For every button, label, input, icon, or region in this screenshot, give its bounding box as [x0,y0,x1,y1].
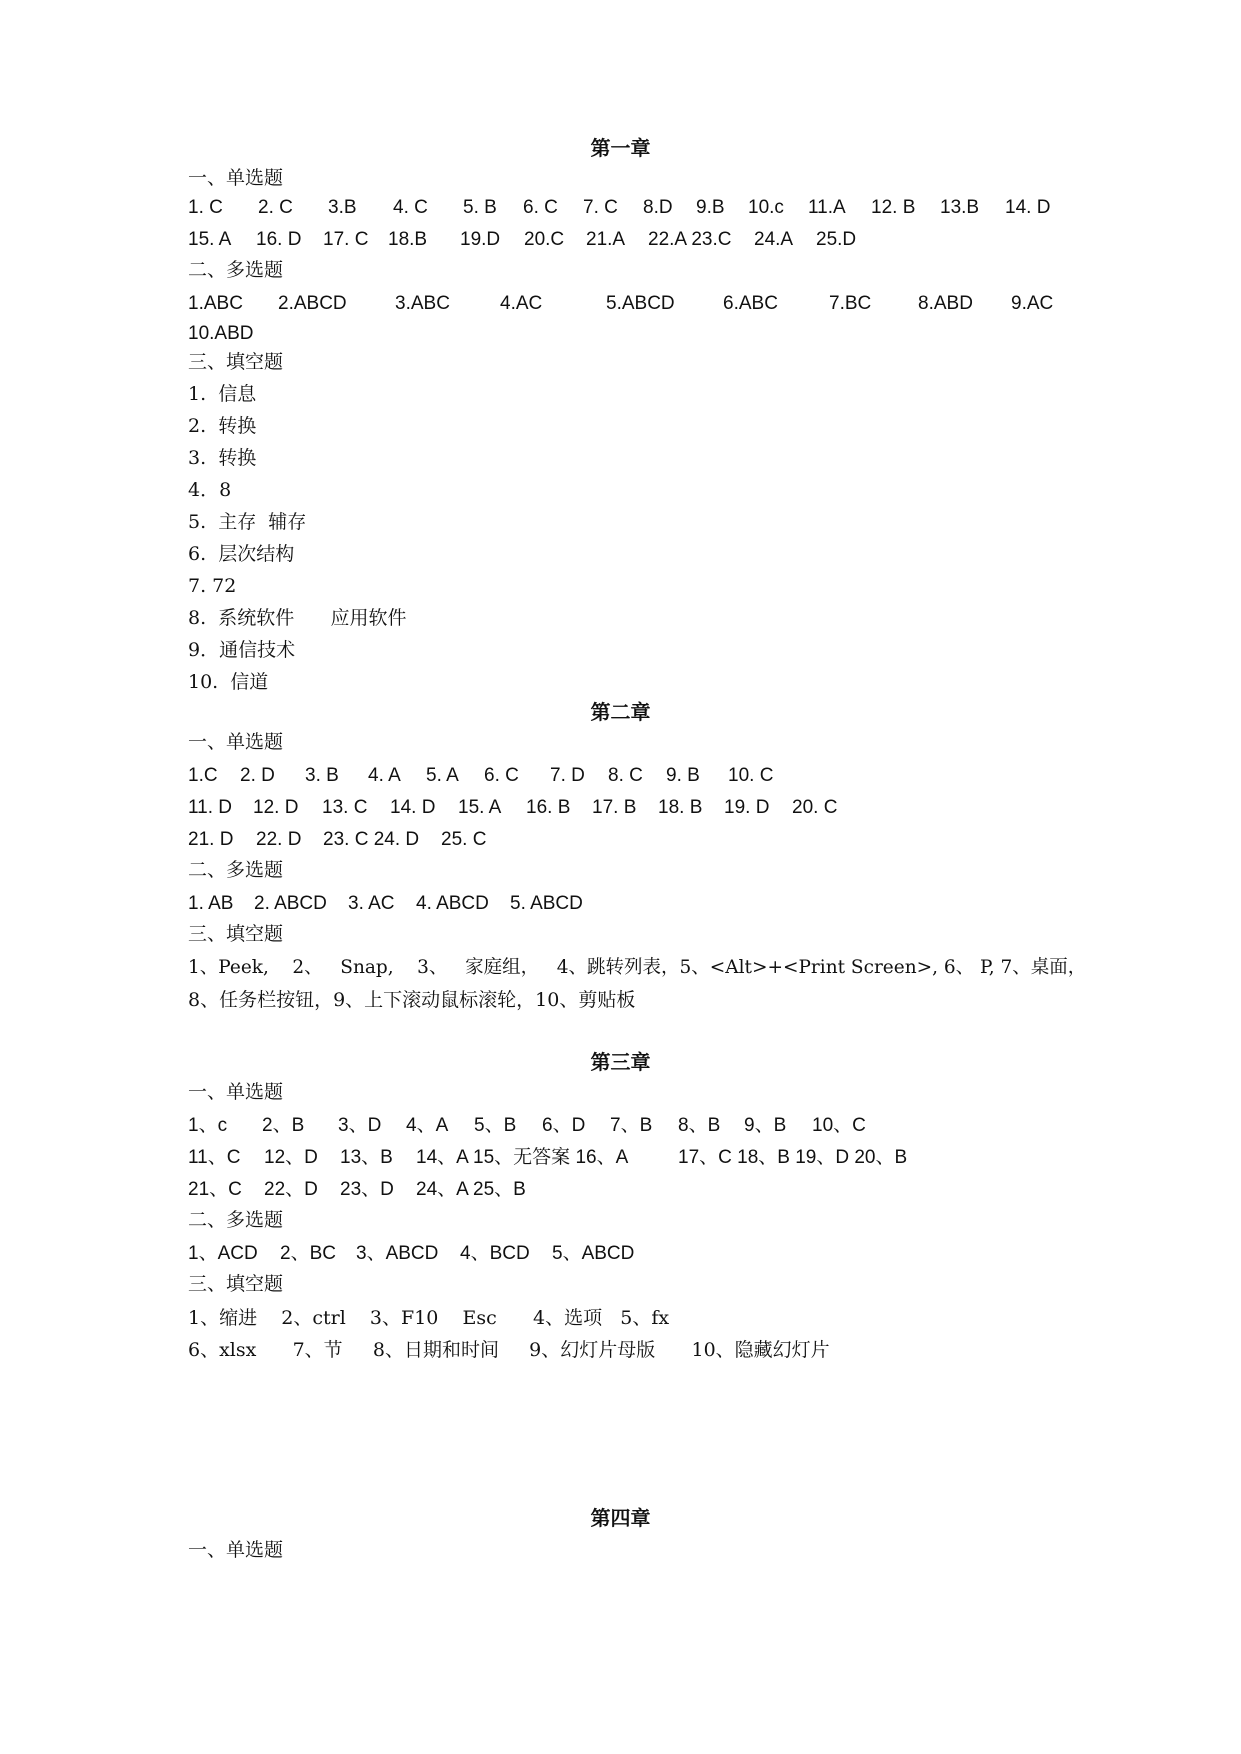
answer-item: 2. C [258,197,293,218]
answer-item: 5、B [474,1115,517,1136]
answer-item: 7. C [583,197,618,218]
answer-item: 17. C [323,229,369,250]
answer-item: 5.ABCD [606,293,675,314]
answer-item: 8、B [678,1115,721,1136]
answer-item: 6. C [523,197,558,218]
chapter-1-multi-row-1 [188,292,1088,316]
answer-item: 10. C [728,765,774,786]
chapter-1-multi-row-2 [188,322,1088,346]
answer-item: 13、B [340,1147,393,1168]
answer-item: 11.A [808,197,846,218]
chapter-1-fill-item: 4．8 [188,479,232,501]
answer-item: 13. C [322,797,368,818]
answer-item: 1. AB [188,893,234,914]
answer-item: 7.BC [829,293,872,314]
chapter-1-single-row-1 [188,196,1088,220]
answer-item: 4、BCD [460,1243,530,1264]
answer-item: 14. D [390,797,436,818]
answer-item: 10.ABD [188,323,254,344]
answer-item: 23. C 24. D [323,829,420,850]
chapter-3-single-choice-label: 一、单选题 [188,1081,284,1103]
answer-item: 5. ABCD [510,893,583,914]
answer-item: 25.D [816,229,857,250]
answer-item: 4.AC [500,293,543,314]
answer-item: 6.ABC [723,293,778,314]
answer-item: 22.A 23.C [648,229,732,250]
answer-item: 4、A [406,1115,449,1136]
chapter-2-single-row-1 [188,764,1088,788]
chapter-1-fill-item: 6. 层次结构 [188,543,295,565]
answer-item: 11. D [188,797,233,818]
answer-item: 23、D [340,1179,394,1200]
answer-item: 1.ABC [188,293,243,314]
answer-item: 1、ACD [188,1243,258,1264]
answer-item: 9.AC [1011,293,1054,314]
chapter-2-single-row-3 [188,828,1088,852]
answer-item: 3、D [338,1115,382,1136]
answer-item: 2、BC [280,1243,336,1264]
answer-item: 22. D [256,829,302,850]
answer-item: 10、C [812,1115,866,1136]
answer-item: 4. ABCD [416,893,489,914]
chapter-1-fill-item: 9．通信技术 [188,639,296,661]
answer-item: 7. D [550,765,585,786]
answer-item: 13.B [940,197,980,218]
answer-item: 4. A [368,765,401,786]
chapter-1-single-choice-label: 一、单选题 [188,167,284,189]
chapter-2-fill-item: 1、Peek, 2、 Snap, 3、 家庭组， 4、跳转列表，5、<Alt>+<Print Screen>, 6、 P, 7、桌面， [188,957,1087,978]
answer-item: 11、C [188,1147,241,1168]
chapter-2-single-row-2 [188,796,1088,820]
answer-item: 18. B [658,797,703,818]
answer-item: 3. AC [348,893,395,914]
answer-item: 8.ABD [918,293,973,314]
answer-item: 6、D [542,1115,586,1136]
answer-item: 1、c [188,1115,228,1136]
answer-item: 21、C [188,1179,242,1200]
answer-item: 18.B [388,229,428,250]
answer-item: 4. C [393,197,428,218]
answer-item: 22、D [264,1179,318,1200]
chapter-1-fill-item: 1. 信息 [188,383,257,405]
answer-item: 5. B [463,197,497,218]
chapter-1-fill-item: 10. 信道 [188,671,269,693]
chapter-3-single-row-3 [188,1178,1088,1202]
answer-item: 9. B [666,765,700,786]
chapter-3-title: 第三章 [590,1050,651,1074]
answer-item: 2、B [262,1115,305,1136]
chapter-3-multi-choice-label: 二、多选题 [188,1209,284,1231]
answer-item: 21. D [188,829,234,850]
answer-item: 15. A [188,229,232,250]
chapter-4-single-choice-label: 一、单选题 [188,1539,284,1561]
answer-item: 19. D [724,797,770,818]
chapter-3-multi-row-1 [188,1242,1088,1266]
answer-item: 9、B [744,1115,787,1136]
answer-item: 2. D [240,765,275,786]
chapter-2-multi-row-1 [188,892,1088,916]
answer-item: 8.D [643,197,673,218]
answer-item: 5. A [426,765,459,786]
chapter-3-single-row-1 [188,1114,1088,1138]
answer-item: 20.C [524,229,565,250]
chapter-1-multi-choice-label: 二、多选题 [188,259,284,281]
answer-item: 17. B [592,797,637,818]
chapter-3-fill-item: 1、缩进 2、ctrl 3、F10 Esc 4、选项 5、fx [188,1307,670,1329]
answer-item: 3.ABC [395,293,450,314]
answer-item: 1. C [188,197,223,218]
answer-item: 12. D [253,797,299,818]
answer-item: 12. B [871,197,916,218]
answer-item: 24、A 25、B [416,1179,526,1200]
chapter-2-single-choice-label: 一、单选题 [188,731,284,753]
answer-item: 9.B [696,197,725,218]
answer-item: 10.c [748,197,784,218]
answer-item: 3、ABCD [356,1243,439,1264]
chapter-1-fill-item: 2. 转换 [188,415,257,437]
answer-item: 3. B [305,765,339,786]
answer-item: 16. D [256,229,302,250]
chapter-3-fill-item: 6、xlsx 7、节 8、日期和时间 9、幻灯片母版 10、隐藏幻灯片 [188,1339,830,1361]
answer-item: 7、B [610,1115,653,1136]
chapter-2-title: 第二章 [590,700,651,724]
chapter-1-fill-blank-label: 三、填空题 [188,351,284,373]
answer-item: 25. C [441,829,487,850]
chapter-1-single-row-2 [188,228,1088,252]
answer-item: 2.ABCD [278,293,347,314]
chapter-1-title: 第一章 [590,136,651,160]
answer-item: 19.D [460,229,501,250]
answer-item: 12、D [264,1147,318,1168]
answer-item: 17、C 18、B 19、D 20、B [678,1147,908,1168]
chapter-1-fill-item: 8. 系统软件 应用软件 [188,607,407,629]
chapter-2-multi-choice-label: 二、多选题 [188,859,284,881]
answer-item: 8. C [608,765,643,786]
answer-item: 1.C [188,765,218,786]
chapter-4-title: 第四章 [590,1506,651,1530]
chapter-2-fill-item: 8、任务栏按钮，9、上下滚动鼠标滚轮，10、剪贴板 [188,989,636,1011]
answer-item: 15. A [458,797,502,818]
chapter-1-fill-item: 5. 主存 辅存 [188,511,307,533]
answer-item: 6. C [484,765,519,786]
answer-item: 14、A 15、无答案 16、A [416,1147,629,1168]
chapter-1-fill-item: 3. 转换 [188,447,257,469]
chapter-3-fill-blank-label: 三、填空题 [188,1273,284,1295]
chapter-3-single-row-2 [188,1146,1088,1170]
chapter-2-fill-blank-label: 三、填空题 [188,923,284,945]
answer-item: 5、ABCD [552,1243,635,1264]
answer-item: 14. D [1005,197,1051,218]
answer-item: 24.A [754,229,794,250]
answer-item: 20. C [792,797,838,818]
answer-item: 3.B [328,197,357,218]
answer-item: 2. ABCD [254,893,327,914]
chapter-1-fill-item: 7. 72 [188,575,237,597]
answer-item: 21.A [586,229,626,250]
answer-item: 16. B [526,797,571,818]
